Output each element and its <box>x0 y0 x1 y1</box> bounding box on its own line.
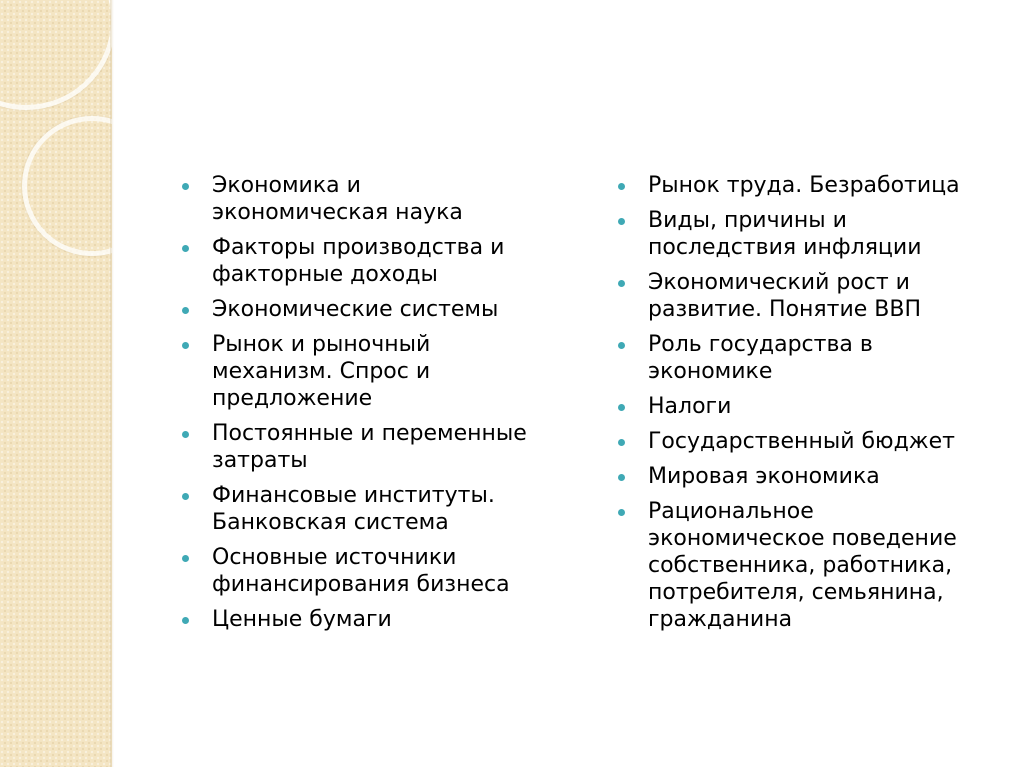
bullet-icon <box>182 183 189 190</box>
topic-item <box>618 269 998 323</box>
topic-item <box>182 544 542 598</box>
topic-text: Налоги <box>648 394 732 419</box>
topic-text: Виды, причины и последствия инфляции <box>648 208 922 260</box>
topic-item <box>618 172 998 199</box>
decorative-side-band <box>0 0 112 767</box>
bullet-icon <box>618 342 625 349</box>
topic-item <box>618 428 998 455</box>
topic-text: Государственный бюджет <box>648 429 955 454</box>
topic-text: Экономический рост и развитие. Понятие ВВП <box>648 270 922 322</box>
topic-text: Рынок труда. Безработица <box>648 173 960 198</box>
topic-item <box>182 296 542 323</box>
bullet-icon <box>182 431 189 438</box>
topic-item <box>182 234 542 288</box>
bullet-icon <box>182 245 189 252</box>
topic-item <box>618 207 998 261</box>
bullet-icon <box>182 555 189 562</box>
topic-item <box>182 420 542 474</box>
bullet-icon <box>182 342 189 349</box>
topic-item <box>618 498 998 633</box>
bullet-icon <box>618 474 625 481</box>
topic-text: Экономические системы <box>212 297 499 322</box>
right-topic-list <box>618 172 998 641</box>
topic-text: Факторы производства и факторные доходы <box>212 235 505 287</box>
topic-text: Финансовые институты. Банковская система <box>212 483 495 535</box>
topic-item <box>618 331 998 385</box>
bullet-icon <box>618 280 625 287</box>
bullet-icon <box>618 218 625 225</box>
topic-item <box>182 331 542 412</box>
topic-item <box>182 482 542 536</box>
topic-text: Рациональное экономическое поведение собственника, работника, потребителя, семьянина, гражданина <box>648 499 957 632</box>
left-topic-list <box>182 172 542 641</box>
side-band-edge <box>110 0 114 767</box>
topic-item <box>182 172 542 226</box>
topic-text: Экономика и экономическая наука <box>212 173 463 225</box>
topic-item <box>618 393 998 420</box>
topic-text: Рынок и рыночный механизм. Спрос и предложение <box>212 332 431 411</box>
topic-text: Основные источники финансирования бизнеса <box>212 545 510 597</box>
bullet-icon <box>618 183 625 190</box>
topic-text: Мировая экономика <box>648 464 880 489</box>
topic-item <box>618 463 998 490</box>
topic-item <box>182 606 542 633</box>
bullet-icon <box>182 493 189 500</box>
topic-text: Роль государства в экономике <box>648 332 873 384</box>
topic-text: Ценные бумаги <box>212 607 392 632</box>
topic-text: Постоянные и переменные затраты <box>212 421 527 473</box>
bullet-icon <box>618 439 625 446</box>
bullet-icon <box>182 307 189 314</box>
decorative-ring-top <box>0 0 112 110</box>
bullet-icon <box>182 617 189 624</box>
decorative-ring-middle <box>22 116 112 256</box>
bullet-icon <box>618 404 625 411</box>
bullet-icon <box>618 509 625 516</box>
